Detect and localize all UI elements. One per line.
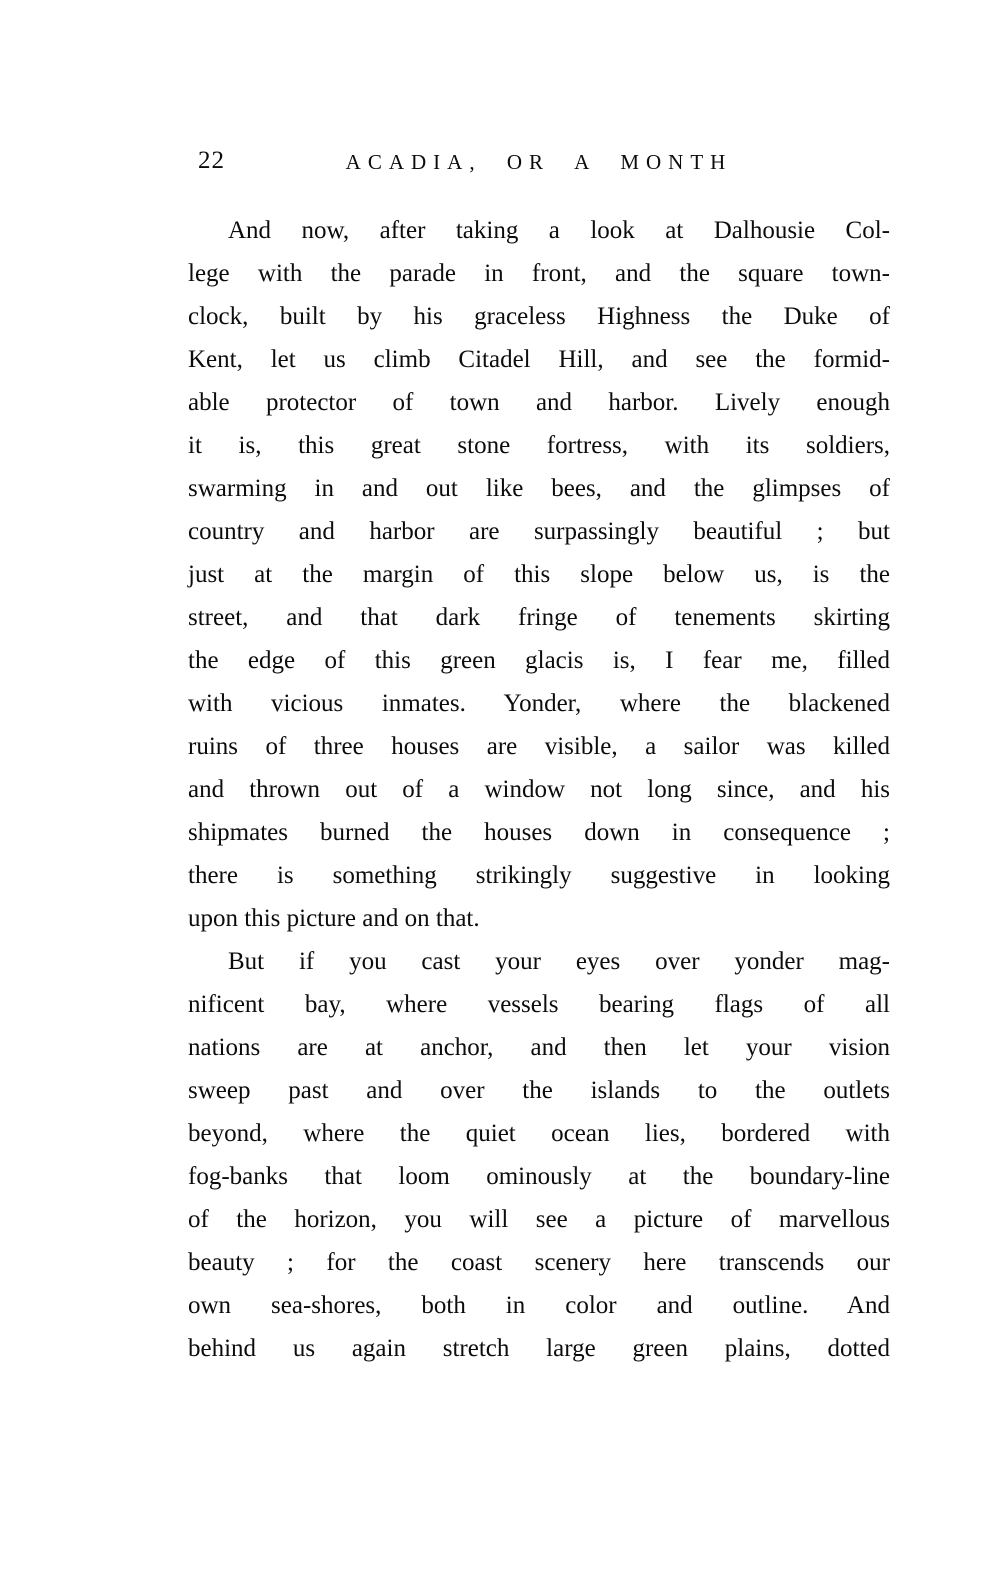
text-line: there is something strikingly suggestive in looking [188,862,890,889]
text-line: fog-banks that loom ominously at the boundary-line [188,1163,890,1190]
page-header [188,146,890,178]
text-line: upon this picture and on that. [188,905,480,932]
text-line: ruins of three houses are visible, a sailor was killed [188,733,890,760]
text-line: sweep past and over the islands to the outlets [188,1077,890,1104]
text-line: just at the margin of this slope below us, is the [188,561,890,588]
text-line: beyond, where the quiet ocean lies, bordered with [188,1120,890,1147]
text-line: of the horizon, you will see a picture of marvellous [188,1206,890,1233]
text-line: nations are at anchor, and then let your vision [188,1034,890,1061]
text-line: Kent, let us climb Citadel Hill, and see the formid- [188,346,890,373]
text-line: street, and that dark fringe of tenements skirting [188,604,890,631]
text-line: own sea-shores, both in color and outline. And [188,1292,890,1319]
text-line: And now, after taking a look at Dalhousie Col- [228,217,890,244]
page-number: 22 [198,147,225,174]
text-line: with vicious inmates. Yonder, where the blackened [188,690,890,717]
text-line: country and harbor are surpassingly beautiful ; but [188,518,890,545]
text-line: lege with the parade in front, and the square town- [188,260,890,287]
running-header: ACADIA, OR A MONTH [345,150,733,174]
text-line: able protector of town and harbor. Lively enough [188,389,890,416]
text-line: clock, built by his graceless Highness the Duke of [188,303,890,330]
text-line: swarming in and out like bees, and the glimpses of [188,475,890,502]
text-line: and thrown out of a window not long since, and his [188,776,890,803]
text-line: behind us again stretch large green plains, dotted [188,1335,890,1362]
text-line: beauty ; for the coast scenery here transcends our [188,1249,890,1276]
page-body [188,209,890,1370]
text-line: But if you cast your eyes over yonder mag- [228,948,890,975]
text-line: nificent bay, where vessels bearing flags of all [188,991,890,1018]
text-line: it is, this great stone fortress, with its soldiers, [188,432,890,459]
text-line: the edge of this green glacis is, I fear me, filled [188,647,890,674]
text-line: shipmates burned the houses down in consequence ; [188,819,890,846]
